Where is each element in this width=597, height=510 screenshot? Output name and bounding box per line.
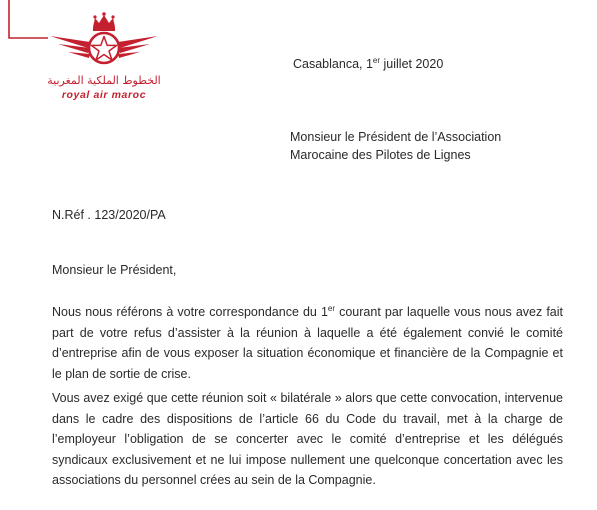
reference-number: N.Réf . 123/2020/PA (52, 208, 166, 222)
salutation: Monsieur le Président, (52, 263, 177, 277)
recipient-line-1: Monsieur le Président de l’Association (290, 130, 502, 144)
letterhead-corner-mark (8, 0, 48, 40)
logo-latin-wordmark: royal air maroc (61, 89, 147, 101)
letter-date (293, 57, 443, 71)
paragraph-1-end: courant par laquelle vous nous avez fait part de votre refus d’assister à la réunion à laquelle a été également convié le comité d’entreprise afin de vous exposer la situation économique et financière de la Compagnie et le plan de sortie de crise. (52, 305, 563, 381)
paragraph-1-superscript: er (327, 304, 336, 313)
logo-arabic-wordmark: الخطوط الملكية المغربية (47, 74, 161, 87)
company-logo (44, 10, 164, 105)
royal-air-maroc-emblem-icon (44, 10, 164, 74)
date-prefix: Casablanca, 1 (293, 57, 373, 71)
recipient-line-2: Marocaine des Pilotes de Lignes (290, 148, 471, 162)
paragraph-1-start: Nous nous référons à votre correspondance du 1 (52, 305, 328, 319)
date-suffix: juillet 2020 (380, 57, 444, 71)
body-paragraph-2: Vous avez exigé que cette réunion soit « bilatérale » alors que cette convocation, intervenue dans le cadre des dispositions de l’article 66 du Code du travail, met à la charge de l’employeur l’obligation de se concerter avec le comité d’entreprise et les délégués syndicaux exclusivement et ne lui impose nullement une quelconque concertation avec les associations du personnel crées au sein de la Compagnie. (52, 391, 563, 487)
body-paragraph-1 (52, 302, 563, 384)
date-superscript: er (372, 56, 381, 65)
recipient-block (290, 128, 501, 164)
